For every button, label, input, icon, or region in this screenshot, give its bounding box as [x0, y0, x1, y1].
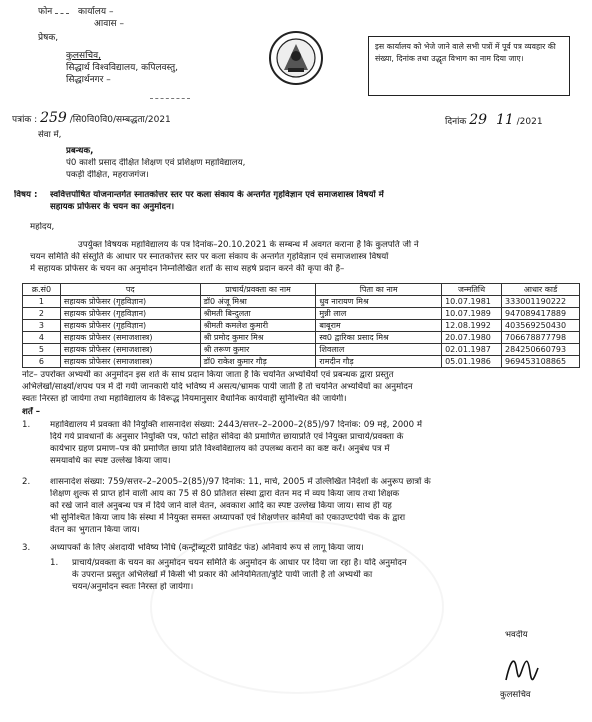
cell-dob: 12.08.1992 — [442, 320, 502, 332]
subject-line1: स्ववित्तपोषित योजनान्तर्गत स्नातकोत्तर स्तर पर कला संकाय के अन्तर्गत गृहविज्ञान एवं समाजशास्त्र विषयों में — [50, 190, 384, 200]
subject-label: विषय : — [14, 190, 38, 200]
cell-father: मुन्नी लाल — [316, 308, 442, 320]
cell-father: शिवलाल — [316, 344, 442, 356]
table-row — [23, 344, 580, 356]
cell-aadhaar: 706678877798 — [502, 332, 580, 344]
note-line-3: स्वतः निरस्त हो जायेगा तथा महाविद्यालय के विरूद्ध नियमानुसार वैधानिक कार्यवाही सुनिश्चित की जायेगी। — [22, 394, 347, 404]
sub-condition-line-2: के उपरान्त प्रस्तुत अभिलेखों में किसी भी प्रकार की अनियमितता/त्रुटि पायी जाती है तो अभ्यर्थी का — [72, 570, 373, 580]
cell-serial: 6 — [23, 356, 61, 368]
date-day: 29 — [469, 112, 488, 128]
salutation: सेवा में, — [38, 130, 62, 140]
cell-post: सहायक प्रोफेसर (गृहविज्ञान) — [60, 308, 200, 320]
signatory: कुलसचिव — [500, 690, 531, 700]
condition-2-line-2: शिक्षण शुल्क से प्राप्त होने वाली आय का 75 से 80 प्रतिशत संस्था द्वारा वेतन मद में व्यय किया जाय तथा शिक्षक — [50, 489, 400, 499]
condition-2-line-4: भी सुनिश्चित किया जाय कि संस्था में नियुक्त समस्त अध्यापकों एवं शिक्षणेत्तर कर्मियों को एकाउण्टपेयी चेक के द्वारा — [50, 513, 406, 523]
candidate-table — [22, 283, 580, 368]
addressee-line2: पकड़ी दीक्षित, महराजगंज। — [66, 170, 149, 180]
condition-3-number: 3. — [22, 543, 31, 553]
condition-2-line-5: वेतन का भुगतान किया जाय। — [50, 525, 140, 535]
cell-dob: 02.01.1987 — [442, 344, 502, 356]
cell-name: श्री प्रमोद कुमार मिश्र — [200, 332, 316, 344]
condition-1-line-2: दिये गये प्रावधानों के अनुसार नियुक्ति पत्र, फोटो सहित संविदा की प्रमाणित छायाप्रति एवं नियुक्त प्राचार्य/प्रवक्ता के — [50, 432, 404, 442]
body-para-line-3: में सहायक प्रोफेसर के चयन का अनुमोदन निम्नलिखित शर्तों के साथ सहर्ष प्रदान करने की कृपा की है– — [30, 264, 345, 274]
date-year: /2021 — [516, 117, 543, 127]
cell-name: श्रीमती कमलेश कुमारी — [200, 320, 316, 332]
condition-3-line-1: अध्यापकों के लिए अंशदायी भविष्य निधि (कन्ट्रीब्यूटरी प्राविडेंट फंड) अनिवार्य रूप से लागू किया जाय। — [50, 543, 364, 553]
cell-name: श्री तरूण कुमार — [200, 344, 316, 356]
cell-post: सहायक प्रोफेसर (समाजशास्त्र) — [60, 356, 200, 368]
col-header-father: पिता का नाम — [316, 284, 442, 296]
cell-serial: 4 — [23, 332, 61, 344]
phone-label: फोन — [38, 7, 53, 17]
reference-suffix: /सि0वि0वि0/सम्बद्धता/2021 — [69, 115, 171, 125]
note-line-1: नोट– उपरोक्त अभ्यर्थी का अनुमोदन इस शर्त के साथ प्रदान किया जाता है कि चयनित अभ्यर्थियों एवं प्रबन्धक द्वारा प्रस्तुत — [22, 370, 394, 380]
condition-2-number: 2. — [22, 477, 31, 487]
reference-handwritten-number: 259 — [40, 110, 67, 126]
contact-block — [38, 6, 178, 86]
table-header-row — [23, 284, 580, 296]
date-month: 11 — [495, 112, 514, 128]
cell-serial: 3 — [23, 320, 61, 332]
sender-label: प्रेषक, — [38, 33, 59, 43]
body-para-line-1: उपर्युक्त विषयक महाविद्यालय के पत्र दिनांक–20.10.2021 के सम्बन्ध में अवगत कराना है कि कुलपति जी ने — [78, 240, 419, 250]
cell-serial: 1 — [23, 296, 61, 308]
cell-dob: 10.07.1989 — [442, 308, 502, 320]
cell-dob: 05.01.1986 — [442, 356, 502, 368]
cell-father: धुव नारायण मिश्र — [316, 296, 442, 308]
col-header-serial: क्र.सं0 — [23, 284, 61, 296]
cell-father: रामदीन गौड़ — [316, 356, 442, 368]
cell-post: सहायक प्रोफेसर (समाजशास्त्र) — [60, 332, 200, 344]
body-para-line-2: चयन समिति की संस्तुति के आधार पर स्नातकोत्तर स्तर पर कला संकाय के अन्तर्गत गृहविज्ञान एवं समाजशास्त्र विषयों — [30, 252, 389, 262]
notice-box — [368, 36, 570, 96]
university-seal-icon — [268, 30, 324, 86]
cell-name: श्रीमती बिन्दुलता — [200, 308, 316, 320]
condition-2-line-3: को रखे जाने वाले अनुबन्ध पत्र में दिये जाने वाले वेतन, अवकाश आदि का स्पष्ट उल्लेख किया जाय। साथ ही यह — [50, 501, 392, 511]
address-dash — [150, 97, 190, 99]
condition-1-line-3: कार्यभार ग्रहण प्रमाण–पत्र की प्रमाणित छाया प्रति विश्वविद्यालय को उपलब्ध कराने का कष्ट करें। अनुबंध पत्र में — [50, 444, 390, 454]
subject-line2: सहायक प्रोफेसर के चयन का अनुमोदन। — [50, 202, 175, 212]
sub-condition-line-3: चयन/अनुमोदन स्वतः निरस्त हो जायेगा। — [72, 582, 194, 592]
sender-name: कुलसचिव, — [66, 51, 102, 61]
cell-post: सहायक प्रोफेसर (गृहविज्ञान) — [60, 320, 200, 332]
sign-off: भवदीय — [505, 630, 528, 640]
table-row — [23, 356, 580, 368]
reference-number — [12, 110, 171, 126]
cell-aadhaar: 403569250430 — [502, 320, 580, 332]
col-header-dob: जन्मतिथि — [442, 284, 502, 296]
condition-2-line-1: शासनादेश संख्या: 759/सत्तर–2–2005–2(85)/97 दिनांक: 11, मार्च, 2005 में उल्लिखित निर्देशों के अनुरूप छात्रों के — [50, 477, 431, 487]
conditions-heading: शर्तें – — [22, 407, 41, 417]
watermark — [150, 520, 444, 694]
signature-icon — [500, 652, 540, 686]
cell-dob: 20.07.1980 — [442, 332, 502, 344]
col-header-aadhaar: आधार कार्ड — [502, 284, 580, 296]
cell-aadhaar: 947089417889 — [502, 308, 580, 320]
cell-father: स्व0 द्वारिका प्रसाद मिश्र — [316, 332, 442, 344]
residence-label: आवास – — [94, 19, 124, 29]
cell-post: सहायक प्रोफेसर (गृहविज्ञान) — [60, 296, 200, 308]
cell-serial: 2 — [23, 308, 61, 320]
table-row — [23, 308, 580, 320]
table-row — [23, 320, 580, 332]
sub-condition-number: 1. — [50, 558, 59, 568]
sub-condition-line-1: प्राचार्य/प्रवक्ता के चयन का अनुमोदन चयन समिति के अनुमोदन के आधार पर दिया जा रहा है। यदि अनुमोदन — [72, 558, 407, 568]
office-label: कार्यालय – — [78, 7, 114, 17]
note-line-2: अभिलेखों/साक्ष्यों/शपथ पत्र में दी गयी जानकारी यदि भविष्य में असत्य/भ्रामक पायी जाती है तो चयनित अभ्यर्थियों का अनुमोदन — [22, 382, 413, 392]
cell-aadhaar: 333001190222 — [502, 296, 580, 308]
sender-line2: सिद्धार्थनगर – — [66, 75, 111, 85]
condition-1-line-1: महाविद्यालय में प्रवक्ता की नियुक्ति शासनादेश संख्या: 2443/सत्तर–2–2000–2(85)/97 दिनांक: 09 मई, 2000 में — [50, 420, 422, 430]
cell-aadhaar: 969453108865 — [502, 356, 580, 368]
greeting: महोदय, — [30, 222, 55, 232]
reference-date — [445, 112, 543, 128]
cell-name: डॉ0 राकेश कुमार गौड़ — [200, 356, 316, 368]
condition-1-number: 1. — [22, 420, 31, 430]
notice-text: इस कार्यालय को भेजे जाने वाले सभी पत्रों में पूर्व पत्र व्यवहार की संख्या, दिनांक तथा उद्धृत विभाग का नाम दिया जाए। — [375, 42, 556, 63]
cell-aadhaar: 284250660793 — [502, 344, 580, 356]
col-header-post: पद — [60, 284, 200, 296]
reference-label: पत्रांक : — [12, 115, 38, 125]
cell-father: बाबूराम — [316, 320, 442, 332]
cell-dob: 10.07.1981 — [442, 296, 502, 308]
table-row — [23, 296, 580, 308]
table-row — [23, 332, 580, 344]
cell-post: सहायक प्रोफेसर (समाजशास्त्र) — [60, 344, 200, 356]
phone-dash — [55, 13, 69, 14]
addressee-title: प्रबन्धक, — [66, 146, 94, 156]
condition-1-line-4: समयावधि का स्पष्ट उल्लेख किया जाय। — [50, 456, 171, 466]
col-header-name: प्राचार्य/प्रवक्ता का नाम — [200, 284, 316, 296]
date-label: दिनांक — [445, 117, 467, 127]
cell-name: डॉ0 अंजू मिश्रा — [200, 296, 316, 308]
addressee-line1: पं0 काशी प्रसाद दीक्षित शिक्षण एवं प्रशिक्षण महाविद्यालय, — [66, 158, 246, 168]
sender-line1: सिद्धार्थ विश्वविद्यालय, कपिलवस्तु, — [66, 63, 179, 73]
cell-serial: 5 — [23, 344, 61, 356]
